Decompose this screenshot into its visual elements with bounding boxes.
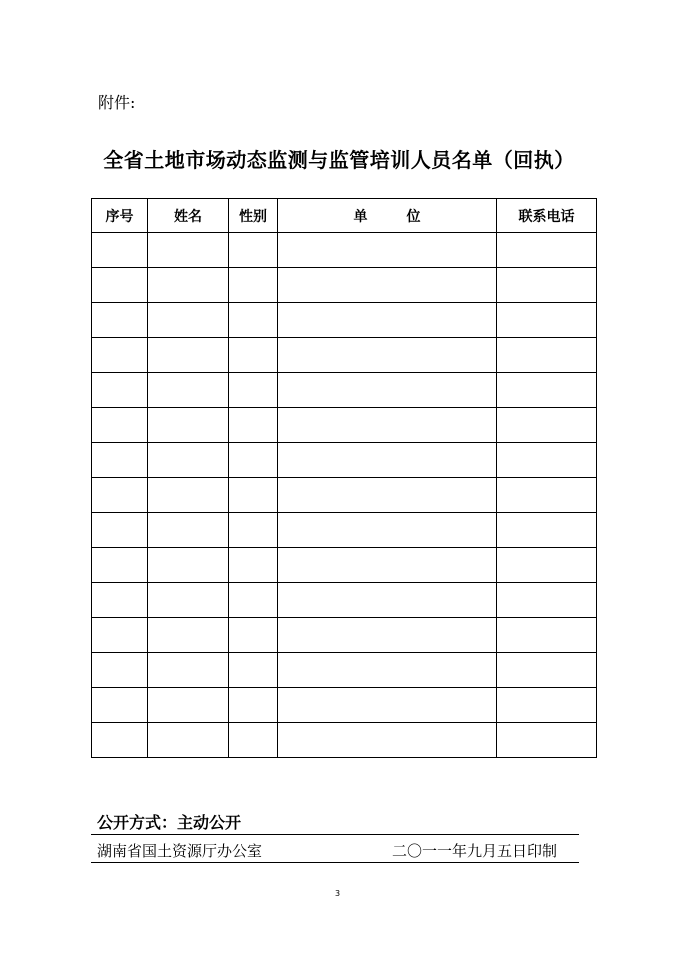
table-row xyxy=(92,653,597,688)
cell-unit[interactable] xyxy=(278,338,497,373)
header-serial: 序号 xyxy=(92,199,148,233)
cell-name[interactable] xyxy=(148,443,229,478)
cell-unit[interactable] xyxy=(278,268,497,303)
cell-serial[interactable] xyxy=(92,303,148,338)
cell-serial[interactable] xyxy=(92,583,148,618)
header-unit xyxy=(278,199,497,233)
cell-name[interactable] xyxy=(148,233,229,268)
cell-unit[interactable] xyxy=(278,723,497,758)
table-row xyxy=(92,338,597,373)
cell-gender[interactable] xyxy=(229,233,278,268)
table-row xyxy=(92,303,597,338)
cell-serial[interactable] xyxy=(92,478,148,513)
table-row xyxy=(92,233,597,268)
cell-phone[interactable] xyxy=(497,653,597,688)
cell-serial[interactable] xyxy=(92,443,148,478)
cell-phone[interactable] xyxy=(497,513,597,548)
cell-unit[interactable] xyxy=(278,373,497,408)
cell-unit[interactable] xyxy=(278,618,497,653)
cell-name[interactable] xyxy=(148,618,229,653)
cell-unit[interactable] xyxy=(278,233,497,268)
cell-gender[interactable] xyxy=(229,618,278,653)
table-row xyxy=(92,373,597,408)
table-row xyxy=(92,688,597,723)
attachment-label: 附件: xyxy=(98,93,136,112)
table-row xyxy=(92,618,597,653)
cell-unit[interactable] xyxy=(278,478,497,513)
cell-name[interactable] xyxy=(148,688,229,723)
issuing-office: 湖南省国土资源厅办公室 xyxy=(97,842,263,860)
header-phone: 联系电话 xyxy=(497,199,597,233)
cell-name[interactable] xyxy=(148,513,229,548)
cell-unit[interactable] xyxy=(278,303,497,338)
cell-name[interactable] xyxy=(148,408,229,443)
cell-gender[interactable] xyxy=(229,443,278,478)
cell-gender[interactable] xyxy=(229,583,278,618)
cell-name[interactable] xyxy=(148,268,229,303)
cell-serial[interactable] xyxy=(92,408,148,443)
cell-serial[interactable] xyxy=(92,723,148,758)
page-number: 3 xyxy=(335,889,341,898)
cell-serial[interactable] xyxy=(92,268,148,303)
cell-gender[interactable] xyxy=(229,688,278,723)
header-unit-text: 单 位 xyxy=(353,208,421,225)
cell-phone[interactable] xyxy=(497,233,597,268)
cell-serial[interactable] xyxy=(92,233,148,268)
cell-unit[interactable] xyxy=(278,408,497,443)
table-row xyxy=(92,268,597,303)
cell-gender[interactable] xyxy=(229,723,278,758)
print-date: 二〇一一年九月五日印制 xyxy=(392,842,558,860)
cell-gender[interactable] xyxy=(229,653,278,688)
cell-serial[interactable] xyxy=(92,338,148,373)
cell-name[interactable] xyxy=(148,478,229,513)
table-row xyxy=(92,583,597,618)
cell-gender[interactable] xyxy=(229,373,278,408)
cell-phone[interactable] xyxy=(497,303,597,338)
table-row xyxy=(92,408,597,443)
cell-serial[interactable] xyxy=(92,373,148,408)
cell-unit[interactable] xyxy=(278,688,497,723)
roster-table xyxy=(91,198,597,758)
footer-rule-bottom xyxy=(91,862,579,863)
cell-gender[interactable] xyxy=(229,513,278,548)
cell-name[interactable] xyxy=(148,653,229,688)
cell-unit[interactable] xyxy=(278,443,497,478)
roster-body xyxy=(92,233,597,758)
cell-phone[interactable] xyxy=(497,478,597,513)
cell-gender[interactable] xyxy=(229,548,278,583)
cell-phone[interactable] xyxy=(497,443,597,478)
cell-unit[interactable] xyxy=(278,513,497,548)
cell-unit[interactable] xyxy=(278,653,497,688)
cell-serial[interactable] xyxy=(92,513,148,548)
header-gender: 性别 xyxy=(229,199,278,233)
cell-serial[interactable] xyxy=(92,653,148,688)
cell-phone[interactable] xyxy=(497,548,597,583)
cell-gender[interactable] xyxy=(229,338,278,373)
table-row xyxy=(92,443,597,478)
document-title: 全省土地市场动态监测与监管培训人员名单（回执） xyxy=(103,148,575,172)
cell-gender[interactable] xyxy=(229,303,278,338)
cell-phone[interactable] xyxy=(497,583,597,618)
cell-name[interactable] xyxy=(148,548,229,583)
cell-phone[interactable] xyxy=(497,688,597,723)
cell-gender[interactable] xyxy=(229,408,278,443)
cell-gender[interactable] xyxy=(229,268,278,303)
table-row xyxy=(92,478,597,513)
cell-name[interactable] xyxy=(148,583,229,618)
cell-phone[interactable] xyxy=(497,618,597,653)
table-row xyxy=(92,723,597,758)
cell-unit[interactable] xyxy=(278,583,497,618)
cell-phone[interactable] xyxy=(497,408,597,443)
header-name: 姓名 xyxy=(148,199,229,233)
table-row xyxy=(92,513,597,548)
cell-name[interactable] xyxy=(148,723,229,758)
disclosure-label: 公开方式：主动公开 xyxy=(97,813,242,832)
table-row xyxy=(92,548,597,583)
cell-gender[interactable] xyxy=(229,478,278,513)
cell-serial[interactable] xyxy=(92,618,148,653)
cell-name[interactable] xyxy=(148,373,229,408)
footer-rule-top xyxy=(91,834,579,835)
cell-serial[interactable] xyxy=(92,548,148,583)
cell-phone[interactable] xyxy=(497,723,597,758)
cell-name[interactable] xyxy=(148,303,229,338)
table-header-row xyxy=(92,199,597,233)
cell-unit[interactable] xyxy=(278,548,497,583)
cell-serial[interactable] xyxy=(92,688,148,723)
cell-phone[interactable] xyxy=(497,268,597,303)
cell-phone[interactable] xyxy=(497,373,597,408)
cell-name[interactable] xyxy=(148,338,229,373)
cell-phone[interactable] xyxy=(497,338,597,373)
